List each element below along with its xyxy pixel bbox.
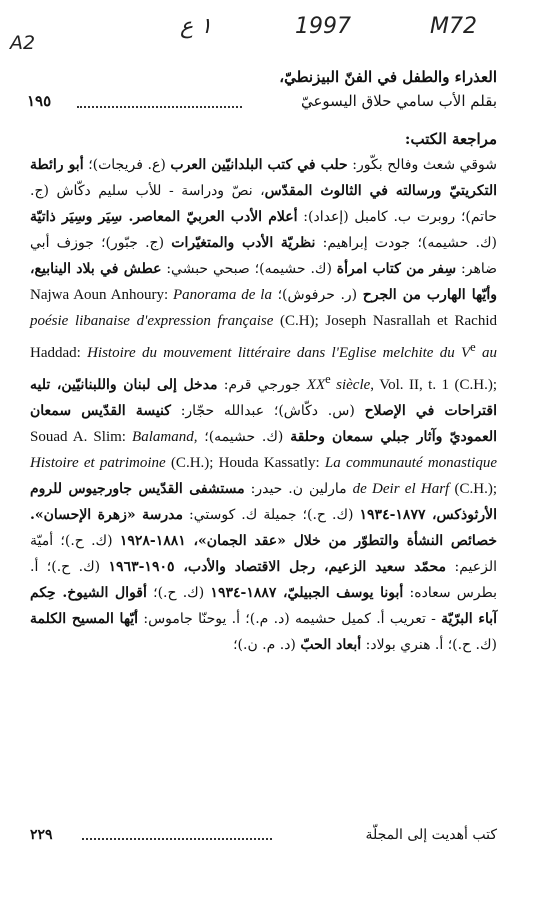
book-title: سِفر من كتاب امرأة <box>336 261 457 277</box>
entry-text: (ج. جبّور)؛ جوزف أبي ضاهر: <box>30 235 497 277</box>
handwritten-mark-a: A2 <box>10 32 36 54</box>
latin-book-title: Balamand, Histoire et patrimoine <box>30 429 198 471</box>
book-title: محمّد سعيد الزعيم، رجل الاقتصاد والأدب، ١٩٠٥-١٩٦٣ <box>108 559 447 575</box>
latin-book-title: La communauté monastique de Deir el Harf <box>324 455 497 497</box>
book-title: أبو رائطة التكريتيّ ورسالته في الثالوث المقدّس <box>30 157 498 199</box>
dotted-leader <box>77 94 242 108</box>
superscript: e <box>325 372 331 386</box>
article-author-row <box>27 90 497 114</box>
entry-text: (ك. ح.)؛ <box>146 585 211 601</box>
latin-book-title: au XX <box>306 345 497 393</box>
book-title: أقوال الشيوخ. حِكم آباء البرّيّة <box>30 585 498 627</box>
latin-book-title: siècle <box>330 377 371 393</box>
entry-text: (ك. ح.)؛ أميّة الزعيم: <box>30 533 497 575</box>
latin-author: Souad A. Slim: <box>30 429 133 445</box>
book-reviews-paragraph <box>30 152 497 658</box>
book-title: أبعاد الحبّ <box>300 637 362 653</box>
article-page-number: ١٩٥ <box>27 92 52 110</box>
entry-text: مارلين ن. حيدر: <box>244 481 353 497</box>
entry-text: (د. م. ن.)؛ <box>233 637 301 653</box>
footer-label: كتب أهديت إلى المجلّة <box>365 827 497 843</box>
handwritten-code: M72 <box>430 14 477 39</box>
entry-text: (ك. حشيمه)؛ جودت إبراهيم: <box>315 235 497 251</box>
book-title: عطش في بلاد الينابيع، وأيّها الهارب من الجرح <box>30 261 497 303</box>
article-author: بقلم الأب سامي حلاق اليسوعيّ <box>300 92 497 110</box>
entry-text: (ك. ح.)؛ جميلة ك. كوستي: <box>182 507 360 523</box>
book-title: أيّها المسيح الكلمة <box>30 611 139 627</box>
book-title: أبونا يوسف الجبيليّ، ١٨٨٧-١٩٣٤ <box>210 585 404 601</box>
latin-book-title: Panorama de la poésie libanaise d'expression française <box>30 287 274 329</box>
entry-text: (ع. فريجات)؛ <box>83 157 171 173</box>
entry-text: جورجي قرم: <box>217 377 307 393</box>
entry-text: ، نصّ ودراسة - للأب سليم دكّاش (ج. حاتم)؛ روبرت ب. كامبل (إعداد): <box>30 183 497 225</box>
book-title: مستشفى القدّيس جاورجيوس للروم الأرثوذكس، ١٨٧٧-١٩٣٤ <box>30 481 497 523</box>
entry-text: شوقي شعث وفالح بكّور: <box>347 157 498 173</box>
latin-author: Najwa Aoun Anhoury: <box>30 287 174 303</box>
handwritten-year: 1997 <box>295 14 351 39</box>
latin-book-title: Histoire du mouvement littéraire dans l'Eglise melchite du V <box>87 345 471 361</box>
latin-text: , Vol. II, t. 1 (C.H.); <box>370 377 497 393</box>
book-title: أعلام الأدب العربيّ المعاصر. سِيَر وسِيَر ذاتيّة <box>30 209 298 225</box>
latin-text: (C.H.); Houda Kassatly: <box>165 455 325 471</box>
latin-text: (C.H); Joseph Nasrallah et Rachid Haddad: <box>30 313 497 361</box>
footer-page-number: ٢٢٩ <box>30 827 53 843</box>
entry-text: (ك. ح.)؛ أ. بطرس سعاده: <box>30 559 498 601</box>
book-title: مدرسة «زهرة الإحسان». خصائص النشأة والتطوّر من خلال «عقد الجمان»، ١٨٨١-١٩٢٨ <box>30 507 497 549</box>
article-title: العذراء والطفل في الفنّ البيزنطيّ، <box>279 68 497 86</box>
book-title: مدخل إلى لبنان واللبنانيّين، تليه اقتراحات في الإصلاح <box>30 377 497 419</box>
entry-text: (ر. حرفوش)؛ <box>271 287 363 303</box>
entry-text: (ك. حشيمه)؛ صبحي حبشي: <box>161 261 337 277</box>
handwritten-mark-b: ١ ع <box>180 14 212 39</box>
entry-text: (س. دكّاش)؛ عبدالله حجّار: <box>170 403 365 419</box>
book-title: حلب في كتب البلدانيّين العرب <box>170 157 348 173</box>
latin-text: (C.H.); <box>449 481 497 497</box>
entry-text: (ك. ح.)؛ أ. هنري بولاد: <box>361 637 497 653</box>
section-title: مراجعة الكتب: <box>404 130 497 148</box>
entry-text: (ك. حشيمه)؛ <box>197 429 291 445</box>
footer-row <box>30 822 497 848</box>
book-title: كنيسة القدّيس سمعان العموديّ وآثار جبلي سمعان وحلقة <box>30 403 497 445</box>
superscript: e <box>470 340 476 354</box>
entry-text: - تعريب أ. كميل حشيمه (د. م.)؛ أ. يوحنّا جاموس: <box>138 611 442 627</box>
book-title: نظريّة الأدب والمتغيّرات <box>171 235 316 251</box>
dotted-leader <box>82 826 272 840</box>
